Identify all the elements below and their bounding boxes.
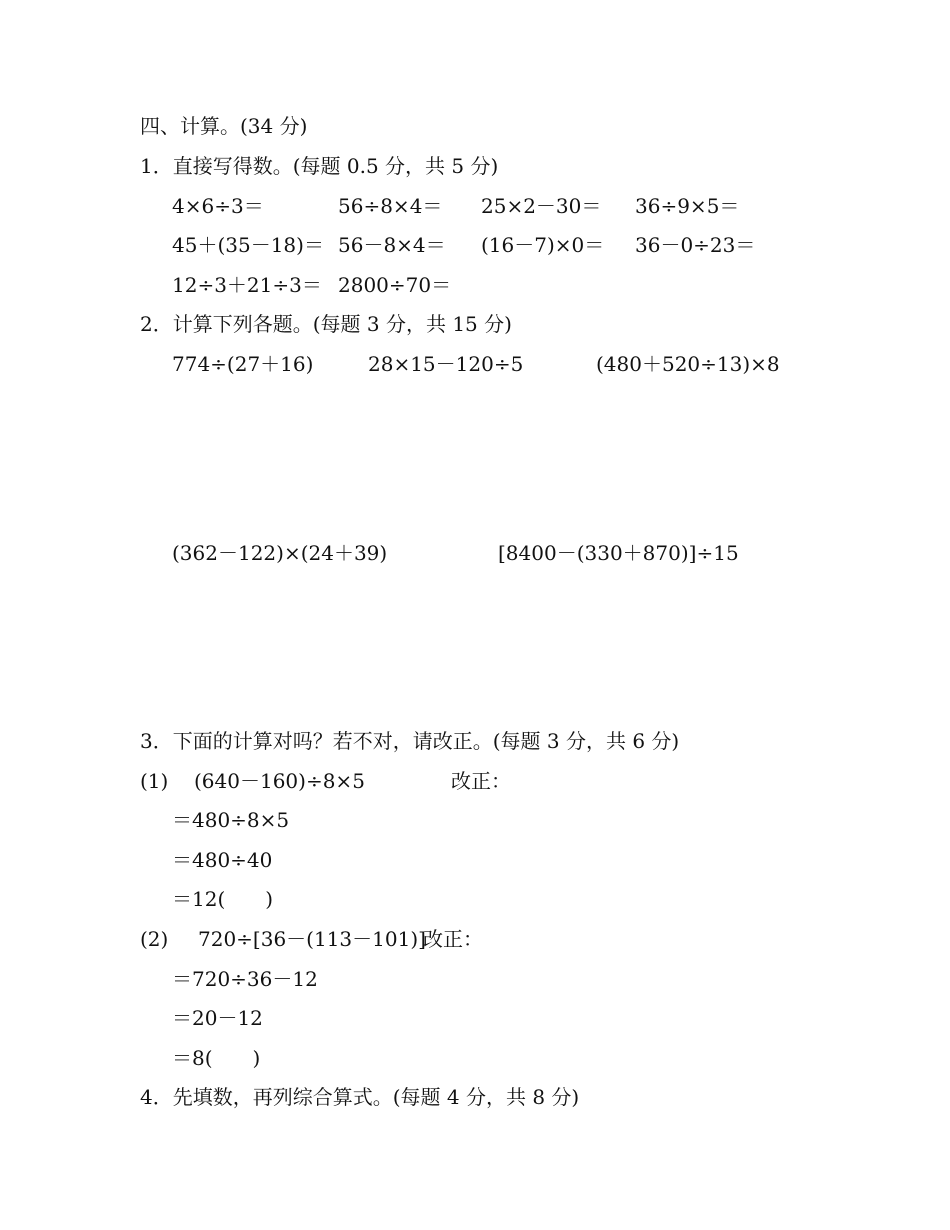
q3-heading: 3．下面的计算对吗？若不对，请改正。(每题 3 分，共 6 分) <box>140 729 680 753</box>
q3-step: ＝20－12 <box>172 1006 263 1030</box>
q3-fix-label: 改正： <box>423 927 483 951</box>
q1-item: 36÷9×5＝ <box>635 194 740 218</box>
q2-item: [8400－(330＋870)]÷15 <box>498 541 739 565</box>
q1-item: 45＋(35－18)＝ <box>172 233 324 257</box>
q3-step: ＝480÷40 <box>172 848 273 872</box>
q3-fix-label: 改正： <box>451 769 511 793</box>
q1-heading: 1．直接写得数。(每题 0.5 分，共 5 分) <box>140 154 499 178</box>
q3-expression: (640－160)÷8×5 <box>194 769 365 793</box>
q1-item: 56÷8×4＝ <box>338 194 443 218</box>
q3-step: ＝720÷36－12 <box>172 967 318 991</box>
q3-part-label: (1) <box>140 769 169 793</box>
q3-step: ＝12( ) <box>172 887 274 911</box>
q2-item: (362－122)×(24＋39) <box>172 541 388 565</box>
q3-part-label: (2) <box>140 927 169 951</box>
q2-item: 774÷(27＋16) <box>172 352 314 376</box>
q2-item: 28×15－120÷5 <box>368 352 524 376</box>
q4-heading: 4．先填数，再列综合算式。(每题 4 分，共 8 分) <box>140 1085 580 1109</box>
q1-item: 25×2－30＝ <box>481 194 602 218</box>
q2-item: (480＋520÷13)×8 <box>596 352 780 376</box>
q1-item: 36－0÷23＝ <box>635 233 756 257</box>
q3-step: ＝8( ) <box>172 1046 261 1070</box>
q3-step: ＝480÷8×5 <box>172 808 290 832</box>
q2-heading: 2．计算下列各题。(每题 3 分，共 15 分) <box>140 312 512 336</box>
q1-item: 56－8×4＝ <box>338 233 446 257</box>
q1-item: 2800÷70＝ <box>338 273 452 297</box>
q1-item: 4×6÷3＝ <box>172 194 264 218</box>
section-title: 四、计算。(34 分) <box>140 114 308 138</box>
q1-item: 12÷3＋21÷3＝ <box>172 273 322 297</box>
q1-item: (16－7)×0＝ <box>481 233 605 257</box>
q3-expression: 720÷[36－(113－101)] <box>198 927 426 951</box>
